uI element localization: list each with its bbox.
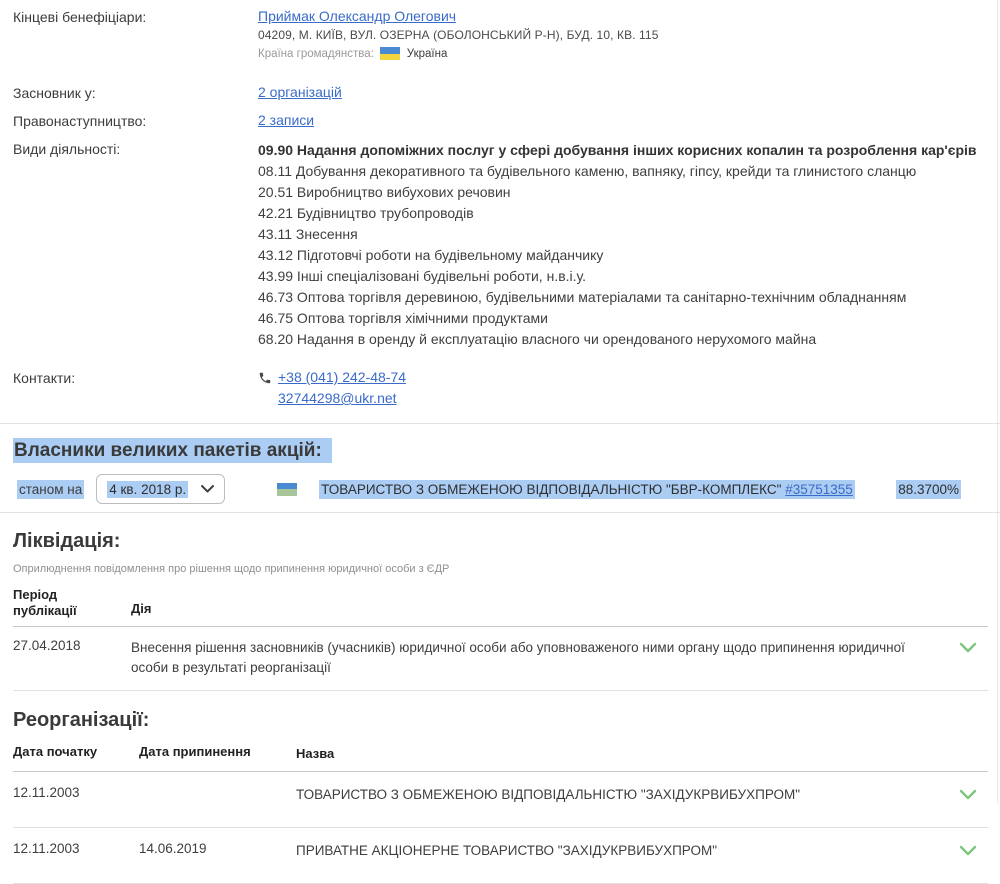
liquidation-heading: Ліквідація: xyxy=(13,530,121,552)
column-header-start-date: Дата початку xyxy=(13,744,98,759)
share-percentage: 88.3700% xyxy=(898,481,959,497)
table-row xyxy=(13,828,988,884)
beneficiary-address: 04209, М. КИЇВ, ВУЛ. ОЗЕРНА (ОБОЛОНСЬКИЙ Р-Н), БУД. 10, КВ. 115 xyxy=(258,28,659,42)
liquidation-period: 27.04.2018 xyxy=(13,638,81,653)
citizenship-country: Україна xyxy=(406,47,448,60)
expand-chevron-icon[interactable] xyxy=(948,841,988,857)
table-row xyxy=(13,772,988,828)
contacts-row xyxy=(13,369,997,406)
beneficiaries-row xyxy=(13,8,997,60)
column-header-period: Період публікації xyxy=(13,587,77,618)
activity-item: 09.90 Надання допоміжних послуг у сфері добування інших корисних копалин та розроблення кар'єрів xyxy=(258,142,977,158)
ukraine-flag-icon xyxy=(380,47,400,60)
column-header-name: Назва xyxy=(296,746,335,761)
activity-item: 43.99 Інші спеціалізовані будівельні роботи, н.в.і.у. xyxy=(258,268,587,284)
liquidation-table xyxy=(13,587,988,691)
table-row xyxy=(13,627,988,691)
column-header-action: Дія xyxy=(131,601,152,616)
contacts-label: Контакти: xyxy=(13,370,76,386)
chevron-down-icon xyxy=(201,485,214,493)
activities-label: Види діяльності: xyxy=(13,141,121,157)
citizenship-label: Країна громадянства: xyxy=(258,47,374,60)
shareholders-heading: Власники великих пакетів акцій: xyxy=(13,440,997,462)
succession-records-link[interactable]: 2 записи xyxy=(258,112,315,128)
phone-link[interactable]: +38 (041) 242-48-74 xyxy=(278,369,407,385)
succession-label: Правонаступництво: xyxy=(13,113,147,129)
beneficiary-name-link[interactable]: Приймак Олександр Олегович xyxy=(258,8,457,24)
reorg-company-name: ПРИВАТНЕ АКЦІОНЕРНЕ ТОВАРИСТВО "ЗАХІДУКРВИБУХПРОМ" xyxy=(296,843,718,858)
succession-row xyxy=(13,112,997,129)
expand-chevron-icon[interactable] xyxy=(948,638,988,654)
activity-item: 42.21 Будівництво трубопроводів xyxy=(258,205,474,221)
activity-item: 46.73 Оптова торгівля деревиною, будівельними матеріалами та санітарно-технічним обладнанням xyxy=(258,289,907,305)
company-code-link[interactable]: #35751355 xyxy=(785,481,853,497)
period-selected-value: 4 кв. 2018 р. xyxy=(109,481,187,497)
founder-organizations-link[interactable]: 2 організацій xyxy=(258,84,342,100)
email-link[interactable]: 32744298@ukr.net xyxy=(278,390,397,406)
column-header-end-date: Дата припинення xyxy=(139,744,251,759)
activity-item: 08.11 Добування декоративного та будівельного каменю, вапняку, гіпсу, крейди та глинистого сланцю xyxy=(258,163,917,179)
reorganizations-heading: Реорганізації: xyxy=(13,709,150,731)
phone-icon xyxy=(258,371,272,385)
liquidation-action: Внесення рішення засновників (учасників) юридичної особи або уповноваженого ними органу щодо припинення юридичної особи в результаті реорганізації xyxy=(131,640,905,675)
shareholder-company: ТОВАРИСТВО З ОБМЕЖЕНОЮ ВІДПОВІДАЛЬНІСТЮ "БВР-КОМПЛЕКС" #35751355 xyxy=(321,481,853,497)
reorg-company-name: ТОВАРИСТВО З ОБМЕЖЕНОЮ ВІДПОВІДАЛЬНІСТЮ "ЗАХІДУКРВИБУХПРОМ" xyxy=(296,787,801,802)
reorg-start-date: 12.11.2003 xyxy=(13,785,80,800)
beneficiaries-label: Кінцеві бенефіціари: xyxy=(13,9,147,25)
reorganizations-table xyxy=(13,744,988,884)
reorg-end-date: 14.06.2019 xyxy=(139,841,207,856)
activities-row xyxy=(13,140,997,350)
liquidation-subtitle: Оприлюднення повідомлення про рішення щодо припинення юридичної особи з ЄДР xyxy=(13,563,450,575)
founder-label: Засновник у: xyxy=(13,85,96,101)
activity-item: 43.11 Знесення xyxy=(258,226,358,242)
activity-item: 43.12 Підготовчі роботи на будівельному майданчику xyxy=(258,247,604,263)
reorg-start-date: 12.11.2003 xyxy=(13,841,80,856)
ukraine-flag-icon xyxy=(277,483,297,496)
section-divider xyxy=(0,423,1000,424)
founder-row xyxy=(13,84,997,101)
as-of-label: станом на xyxy=(19,481,83,497)
activity-item: 46.75 Оптова торгівля хімічними продуктами xyxy=(258,310,549,326)
activity-item: 68.20 Надання в оренду й експлуатацію власного чи орендованого нерухомого майна xyxy=(258,331,817,347)
section-divider xyxy=(0,512,1000,513)
activity-item: 20.51 Виробництво вибухових речовин xyxy=(258,184,511,200)
period-select[interactable] xyxy=(96,474,225,504)
expand-chevron-icon[interactable] xyxy=(948,785,988,801)
shareholder-row xyxy=(13,474,997,504)
